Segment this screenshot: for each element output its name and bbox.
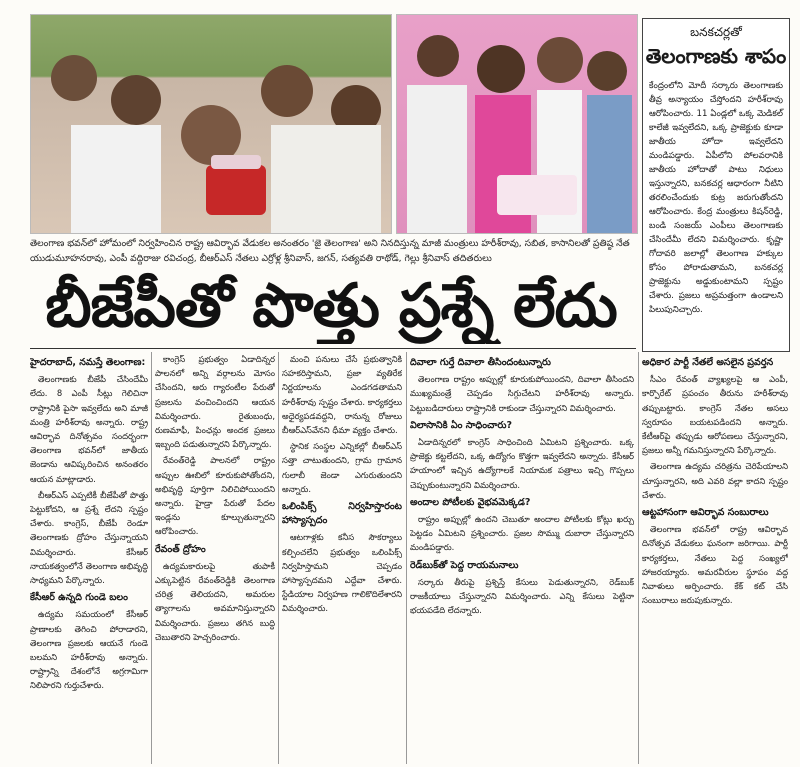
- sidebar-title: తెలంగాణకు శాపం: [645, 44, 787, 68]
- paragraph: కాంగ్రెస్ ప్రభుత్వం ఏడాదిన్నర పాలనలో అన్ని వర్గాలను మోసం చేసిందని, ఆరు గ్యారంటీల పేరుతో ప్రజలను వంచించిందని ఆయన విమర్శించారు. రైతుబంధు, రుణమాఫీ, పింఛన్లు అందక ప్రజలు ఇబ్బంది పడుతున్నారని పేర్కొన్నారు.: [155, 354, 275, 450]
- paragraph: రాష్ట్రం అప్పుల్లో ఉందని చెబుతూ అందాల పోటీలకు కోట్లు ఖర్చు పెట్టడం ఏమిటని ప్రశ్నించారు. ప్రజల సొమ్ము దుబారా చేస్తున్నారని మండిపడ్డారు.: [410, 514, 634, 553]
- paragraph: ఉద్యమ సమయంలో కేసీఆర్ ప్రాణాలకు తెగించి పోరాడారని, తెలంగాణ ప్రజలకు ఆయనే గుండె బలమని హరీశ్‌రావు అన్నారు. రాష్ట్రాన్ని దేశంలోనే అగ్రగామిగా నిలిపారని గుర్తుచేశారు.: [30, 609, 148, 691]
- sidebar-kicker: బనకచర్లతో: [690, 25, 742, 39]
- column-2: [155, 352, 275, 764]
- column-1: [30, 352, 148, 764]
- subheading: రేవంత్‌ ద్రోహం: [155, 543, 206, 555]
- box-heading: అధికార పార్టీ నేతలే అసలైన ప్రవర్తన: [642, 357, 774, 368]
- subheading: రెడ్‌బుక్‌తో పెద్ద రాయమనాలు: [410, 559, 519, 571]
- column-3: [282, 352, 402, 764]
- divider: [30, 348, 636, 349]
- subheading: అందాల పోటీలకు వైభవమెక్కడ?: [410, 496, 531, 508]
- paragraph: స్థానిక సంస్థల ఎన్నికల్లో బీఆర్‌ఎస్ సత్తా చాటుతుందని, గ్రామ గ్రామాన గులాబీ జెండా ఎగురుతుందని అన్నారు.: [282, 441, 402, 494]
- paragraph: తెలంగాణ రాష్ట్రం అప్పుల్లో కూరుకుపోయిందని, దివాలా తీసిందని ముఖ్యమంత్రే చెప్పడం సిగ్గుచేటని హరీశ్‌రావు అన్నారు. పెట్టుబడిదారులు రాష్ట్రానికి రాకుండా చేస్తున్నారని విమర్శించారు.: [410, 374, 634, 413]
- dateline: హైదరాబాద్, నమస్తే తెలంగాణ:: [30, 357, 146, 368]
- paragraph: సీఎం రేవంత్ వ్యాఖ్యలపై ఆ ఎంపీ, కార్పొరేట్ ప్రపంచం తీరును హరీశ్‌రావు తప్పుబట్టారు. కాంగ్రెస్ నేతల అసలు స్వరూపం బయటపడిందని అన్నారు. కేటీఆర్‌పై తప్పుడు ఆరోపణలు చేస్తున్నారని, ప్రజలు అన్నీ గమనిస్తున్నారని పేర్కొన్నారు.: [642, 374, 788, 456]
- column-rule: [406, 352, 407, 764]
- photo-caption: తెలంగాణ భవన్‌లో హోమంలో నిర్వహించిన రాష్ట్ర ఆవిర్భావ వేడుకల అనంతరం 'జై తెలంగాణ' అని నినదిస్తున్న మాజీ మంత్రులు హరీశ్‌రావు, సబిత, కాసానిలతో ప్రతిష్ఠ నేత యుడుమూహనరావు, ఎంపీ వద్దిరాజు రవిచంద్ర, బీఆర్‌ఎస్ నేతలు ఎర్రోళ్ల శ్రీనివాస్‌, జగన్‌, సత్యవతి రాథోడ్‌, గెల్లు శ్రీనివాస్‌ తదితరులు: [30, 238, 630, 264]
- subheading: విలాసానికి ఏం సాధించారు?: [410, 419, 512, 431]
- paragraph: తెలంగాణ ఉద్యమ చరిత్రను చెరిపేయాలని చూస్తున్నారని, అది ఎవరి వల్లా కాదని స్పష్టం చేశారు.: [642, 461, 788, 500]
- paragraph: ఏడాదిన్నరలో కాంగ్రెస్ సాధించింది ఏమిటని ప్రశ్నించారు. ఒక్క ప్రాజెక్టు కట్టలేదని, ఒక్క ఉద్యోగం కొత్తగా ఇవ్వలేదని అన్నారు. కేసీఆర్ హయాంలో ఇచ్చిన ఉద్యోగాలకే నియామక పత్రాలు ఇచ్చి గొప్పలు చెప్పుకుంటున్నారని విమర్శించారు.: [410, 437, 634, 490]
- paragraph: సర్కారు తీరుపై ప్రశ్నిస్తే కేసులు పెడుతున్నారని, రెడ్‌బుక్ రాజకీయాలు చేస్తున్నారని విమర్శించారు. ఎన్ని కేసులు పెట్టినా భయపడేది లేదన్నారు.: [410, 576, 634, 616]
- paragraph: రేవంత్‌రెడ్డి పాలనలో రాష్ట్రం అప్పుల ఊబిలో కూరుకుపోతోందని, అభివృద్ధి పూర్తిగా నిలిచిపోయిందని అన్నారు. హైడ్రా పేరుతో పేదల ఇండ్లను కూల్చుతున్నారని ఆరోపించారు.: [155, 455, 275, 537]
- sidebar-story: [642, 18, 790, 352]
- sidebar-body: కేంద్రంలోని మోదీ సర్కారు తెలంగాణకు తీవ్ర అన్యాయం చేస్తోందని హరీశ్‌రావు ఆరోపించారు. 11 ఏండ్లలో ఒక్క మెడికల్ కాలేజీ ఇవ్వలేదని, ఒక్క ప్రాజెక్టుకు కూడా జాతీయ హోదా ఇవ్వలేదని మండిపడ్డారు. ఏపీలోని పోలవరానికి జాతీయ హోదాతో పాటు నిధులు ఇస్తున్నారని, బనకచర్ల ఆధారంగా నీటిని తరలించేందుకు కుట్ర జరుగుతోందని ఆరోపించారు. కేంద్ర మంత్రులు కిషన్‌రెడ్డి, బండి సంజయ్ ఎంపీలు తెలంగాణకు చేసిందేమీ లేదని విమర్శించారు. కృష్ణా గోదావరి జలాల్లో తెలంగాణ హక్కుల కోసం పోరాడుతామని, బనకచర్ల ప్రాజెక్టును అడ్డుకుంటామని స్పష్టం చేశారు. ప్రజలు అప్రమత్తంగా ఉండాలని పిలుపునిచ్చారు.: [649, 81, 783, 315]
- photo-right: [396, 14, 638, 234]
- main-headline: బీజేపీతో పొత్తు ప్రశ్నే లేదు: [45, 271, 617, 341]
- paragraph: తెలంగాణకు బీజేపీ చేసిందేమీ లేదు. 8 ఎంపీ సీట్లు గెలిచినా రాష్ట్రానికి పైసా ఇవ్వలేదు అని మాజీ మంత్రి హరీశ్‌రావు అన్నారు. రాష్ట్ర ఆవిర్భావ దినోత్సవం సందర్భంగా తెలంగాణ భవన్‌లో జాతీయ జెండాను ఆవిష్కరించిన అనంతరం ఆయన మాట్లాడారు.: [30, 374, 148, 484]
- paragraph: తెలంగాణ భవన్‌లో రాష్ట్ర ఆవిర్భావ దినోత్సవ వేడుకలు ఘనంగా జరిగాయి. పార్టీ కార్యకర్తలు, నేతలు పెద్ద సంఖ్యలో హాజరయ్యారు. అమరవీరుల స్థూపం వద్ద నివాళులు అర్పించారు. కేక్ కట్ చేసి సంబురాలు జరుపుకున్నారు.: [642, 524, 788, 606]
- photo-left: [30, 14, 392, 234]
- column-5: [642, 352, 788, 764]
- column-rule: [278, 352, 279, 764]
- column-4: [410, 352, 634, 764]
- subheading: దివాలా గుర్తే దివాలా తీసిందంటున్నారు: [410, 357, 551, 368]
- subheading: కేసీఆర్‌ ఉన్నది గుండె బలం: [30, 592, 128, 604]
- paragraph: బీఆర్‌ఎస్ ఎప్పటికీ బీజేపీతో పొత్తు పెట్టుకోదని, ఆ ప్రశ్నే లేదని స్పష్టం చేశారు. కాంగ్రెస్, బీజేపీ రెండూ తెలంగాణకు ద్రోహం చేస్తున్నాయని విమర్శించారు. కేసీఆర్ నాయకత్వంలోనే తెలంగాణ అభివృద్ధి సాధ్యమని పేర్కొన్నారు.: [30, 489, 148, 586]
- paragraph: ఉద్యమకారులపై తుపాకీ ఎక్కుపెట్టిన రేవంత్‌రెడ్డికి తెలంగాణ చరిత్ర తెలియదని, అమరుల త్యాగాలను అవమానిస్తున్నారని విమర్శించారు. ప్రజలు తగిన బుద్ధి చెబుతారని హెచ్చరించారు.: [155, 560, 275, 642]
- column-rule: [151, 352, 152, 764]
- paragraph: మంచి పనులు చేసే ప్రభుత్వానికి సహకరిస్తామని, ప్రజా వ్యతిరేక నిర్ణయాలను ఎండగడతామని హరీశ్‌రావు స్పష్టం చేశారు. కార్యకర్తలు అధైర్యపడవద్దని, రానున్న రోజులు బీఆర్‌ఎస్‌వేనని ధీమా వ్యక్తం చేశారు.: [282, 354, 402, 436]
- box-heading: ఆట్టహాసంగా ఆవిర్భావ సంబురాలు: [642, 507, 769, 519]
- paragraph: ఆటగాళ్లకు కనీస సౌకర్యాలు కల్పించలేని ప్రభుత్వం ఒలింపిక్స్ నిర్వహిస్తామని చెప్పడం హాస్యాస్పదమని ఎద్దేవా చేశారు. స్టేడియాల నిర్వహణ గాలికొదిలేశారని విమర్శించారు.: [282, 532, 402, 614]
- subheading: ఒలింపిక్స్ నిర్వహిస్తారంట హాస్యాస్పదం: [282, 501, 402, 527]
- column-rule: [638, 352, 639, 764]
